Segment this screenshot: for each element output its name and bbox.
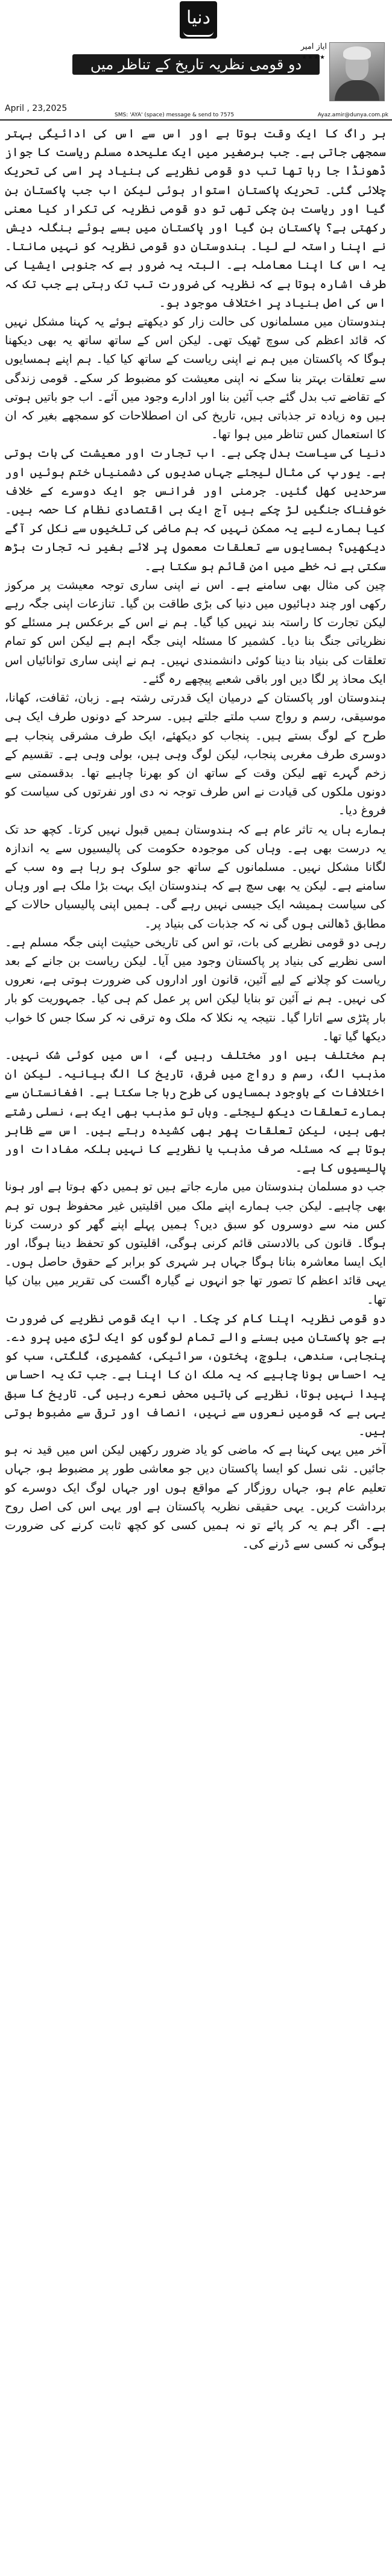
author-email[interactable]: Ayaz.amir@dunya.com.pk xyxy=(317,112,388,118)
publish-date: April , 23,2025 xyxy=(5,104,68,113)
author-stars: ★★★★ xyxy=(302,54,326,61)
article-paragraph: رہی دو قومی نظریے کی بات، تو اس کی تاریخی حیثیت اپنی جگہ مسلم ہے۔ اسی نظریے کی بنیاد پر پاکستان وجود میں آیا۔ لیکن ریاست بن جانے کے بعد ریاست کو چلانے کے لیے آئین، قانون اور اداروں کی ضرورت ہوتی ہے، نعروں کی نہیں۔ ہم نے آئین تو بنایا لیکن اس پر عمل کم ہی کیا۔ جمہوریت کو بار بار پٹڑی سے اتارا گیا۔ نتیجہ یہ نکلا کہ ملک وہ ترقی نہ کر سکا جس کا خواب دیکھا گیا تھا۔ xyxy=(5,935,386,1043)
author-photo-hair xyxy=(343,46,371,60)
article-paragraph: چین کی مثال بھی سامنے ہے۔ اس نے اپنی ساری توجہ معیشت پر مرکوز رکھی اور چند دہائیوں میں دنیا کی بڑی طاقت بن گیا۔ تنازعات اپنی جگہ رہے لیکن تجارت کا راستہ بند نہیں کیا گیا۔ ہم نے اس کے برعکس ہر مسئلے کو نظریاتی جنگ بنا دیا۔ کشمیر کا مسئلہ اپنی جگہ اہم ہے لیکن اس کو تمام تعلقات کی بنیاد بنا دینا کوئی دانشمندی نہیں۔ ہم نے اپنی ساری توانائیاں اس ایک محاذ پر لگا دیں اور باقی شعبے پیچھے رہ گئے۔ xyxy=(5,577,386,686)
article-paragraph: ہم مختلف ہیں اور مختلف رہیں گے، اس میں کوئی شک نہیں۔ مذہب الگ، رسم و رواج میں فرق، تاریخ کا الگ بیانیہ۔ لیکن ان اختلافات کے باوجود ہمسایوں کی طرح رہا جا سکتا ہے۔ افغانستان سے ہمارے تعلقات دیکھ لیجئے۔ وہاں تو مذہب بھی ایک ہے، نسلی رشتے بھی ہیں، لیکن تعلقات پھر بھی کشیدہ رہتے ہیں۔ اس سے ظاہر ہوتا ہے کہ مسئلہ صرف مذہب یا نظریے کا نہیں بلکہ مفادات اور پالیسیوں کا ہے۔ xyxy=(5,1048,386,1175)
author-name: ایاز امیر xyxy=(300,42,327,51)
article-paragraph: ہندوستان میں مسلمانوں کی حالت زار کو دیکھتے ہوئے یہ کہنا مشکل نہیں کہ قائد اعظم کی سوچ ٹھیک تھی۔ لیکن اس کے ساتھ ساتھ یہ بھی دیکھنا ہوگا کہ پاکستان میں ہم نے اپنی ریاست کے ساتھ کیا کیا۔ ہم اپنے ہمسایوں سے تعلقات بہتر بنا سکے نہ اپنی معیشت کو مضبوط کر سکے۔ قومی زندگی کے تقاضے تب بدل گئے جب آئین بنا اور ادارے وجود میں آئے۔ اب جو باتیں ہوتی ہیں وہ زیادہ تر جذباتی ہیں، تاریخ کی ان اصطلاحات کو سمجھے بغیر کہ ان کا استعمال کس تناظر میں ہوا تھا۔ xyxy=(5,315,386,442)
author-photo-shoulders xyxy=(335,80,379,101)
header-divider xyxy=(0,119,392,121)
column-title-banner: دو قومی نظریہ تاریخ کے تناظر میں xyxy=(72,54,320,75)
article-paragraph: دو قومی نظریہ اپنا کام کر چکا۔ اب ایک قومی نظریے کی ضرورت ہے جو پاکستان میں بسنے والے تمام لوگوں کو ایک لڑی میں پرو دے۔ پنجابی، سندھی، بلوچ، پختون، سرائیکی، کشمیری، گلگتی، سب کو یہ احساس ہونا چاہیے کہ یہ ملک ان کا اپنا ہے۔ جب تک یہ احساس پیدا نہیں ہوتا، نظریے کی باتیں محض نعرے رہیں گی۔ تاریخ کا سبق یہی ہے کہ قومیں نعروں سے نہیں، انصاف اور ترقی سے مضبوط ہوتی ہیں۔ xyxy=(5,1311,386,1439)
article-paragraph: ہندوستان اور پاکستان کے درمیان ایک قدرتی رشتہ ہے۔ زبان، ثقافت، کھانا، موسیقی، رسم و رواج سب ملتے جلتے ہیں۔ سرحد کے دونوں طرف ایک ہی طرح کے لوگ بستے ہیں۔ پنجاب کو دیکھئے، ایک طرف مشرقی پنجاب ہے دوسری طرف مغربی پنجاب، لیکن لوگ وہی ہیں، بولی وہی ہے۔ تقسیم کے زخم گہرے تھے لیکن وقت کے ساتھ ان کو بھرنا چاہیے تھا۔ بدقسمتی سے دونوں ملکوں کی قیادت نے اس طرف توجہ نہ دی اور نفرتوں کی سیاست کو فروغ دیا۔ xyxy=(5,691,386,818)
article-paragraph: آخر میں یہی کہنا ہے کہ ماضی کو یاد ضرور رکھیں لیکن اس میں قید نہ ہو جائیں۔ نئی نسل کو ایسا پاکستان دیں جو معاشی طور پر مضبوط ہو، جہاں تعلیم عام ہو، جہاں روزگار کے مواقع ہوں اور جہاں لوگ ایک دوسرے کو برداشت کریں۔ یہی حقیقی نظریہ پاکستان ہے اور یہی اس کی اصل روح ہے۔ اگر ہم یہ کر پائے تو نہ ہمیں کسی کو کچھ ثابت کرنے کی ضرورت ہوگی نہ کسی سے ڈرنے کی۔ xyxy=(5,1443,386,1551)
article-paragraph: دنیا کی سیاست بدل چکی ہے۔ اب تجارت اور معیشت کی بات ہوتی ہے۔ یورپ کی مثال لیجئے جہاں صدیوں کی دشمنیاں ختم ہوئیں اور سرحدیں کھل گئیں۔ جرمنی اور فرانس جو ایک دوسرے کے خلاف خوفناک جنگیں لڑ چکے ہیں آج ایک ہی اقتصادی نظام کا حصہ ہیں۔ کیا ہمارے لیے یہ ممکن نہیں کہ ہم ماضی کی تلخیوں سے نکل کر آگے دیکھیں؟ ہمسایوں سے تعلقات معمول پر لائے بغیر نہ تجارت بڑھ سکتی ہے نہ خطے میں امن قائم ہو سکتا ہے۔ xyxy=(5,446,386,573)
author-photo xyxy=(329,42,385,101)
article-paragraph: ہمارے ہاں یہ تاثر عام ہے کہ ہندوستان ہمیں قبول نہیں کرتا۔ کچھ حد تک یہ درست بھی ہے۔ وہاں کی موجودہ حکومت کی پالیسیوں سے یہ اندازہ لگانا مشکل نہیں۔ مسلمانوں کے ساتھ جو سلوک ہو رہا ہے وہ سب کے سامنے ہے۔ لیکن یہ بھی سچ ہے کہ ہندوستان ایک بہت بڑا ملک ہے اور وہاں کی سیاست ہمیشہ ایک جیسی نہیں رہے گی۔ ہمیں اپنی پالیسیاں حالات کے مطابق ڈھالنی ہوں گی نہ کہ جذبات کی بنیاد پر۔ xyxy=(5,822,386,931)
logo-swash xyxy=(183,31,213,37)
sms-instructions: SMS: 'AYA' (space) message & send to 7575 xyxy=(115,112,235,118)
newspaper-logo xyxy=(175,0,222,47)
logo-text: دنیا xyxy=(186,7,210,28)
article-paragraph: ہر راگ کا ایک وقت ہوتا ہے اور اس سے اس کی ادائیگی بہتر سمجھی جاتی ہے۔ جب برصغیر میں ایک علیحدہ مسلم ریاست کا جواز ڈھونڈا جا رہا تھا تب دو قومی نظریے کی بنیاد پر اسی کی تحریک چلائی گئی۔ تحریک پاکستان استوار ہوئی لیکن اب جب پاکستان بن گیا اور ریاست بن چکی تھی تو دو قومی نظریہ کی تکرار کیا معنی رکھتی ہے؟ پاکستان بن گیا اور پاکستان میں بسے ہوئے بنگلہ دیش نے اپنا راستہ لے لیا۔ ہندوستان دو قومی نظریہ کو نہیں مانتا۔ یہ اس کا اپنا معاملہ ہے۔ البتہ یہ ضرور ہے کہ جنوبی ایشیا کی طرف اشارہ ہوتا ہے کہ نظریہ کی ضرورت تب تک رہتی ہے جب تک کہ اس کی اصل بنیاد پر اختلاف موجود ہو۔ xyxy=(5,127,386,310)
article-body xyxy=(5,124,386,2565)
article-paragraph: جب دو مسلمان ہندوستان میں مارے جاتے ہیں تو ہمیں دکھ ہوتا ہے اور ہونا بھی چاہیے۔ لیکن جب ہمارے اپنے ملک میں اقلیتیں غیر محفوظ ہوں تو ہم کس منہ سے دوسروں کو سبق دیں؟ ہمیں پہلے اپنے گھر کو درست کرنا ہوگا۔ قانون کی بالادستی قائم کرنی ہوگی، اقلیتوں کو تحفظ دینا ہوگا، اور ایک ایسا معاشرہ بنانا ہوگا جہاں ہر شہری کو برابر کے حقوق حاصل ہوں۔ یہی قائد اعظم کا تصور تھا جو انہوں نے گیارہ اگست کی تقریر میں بیان کیا تھا۔ xyxy=(5,1180,386,1307)
